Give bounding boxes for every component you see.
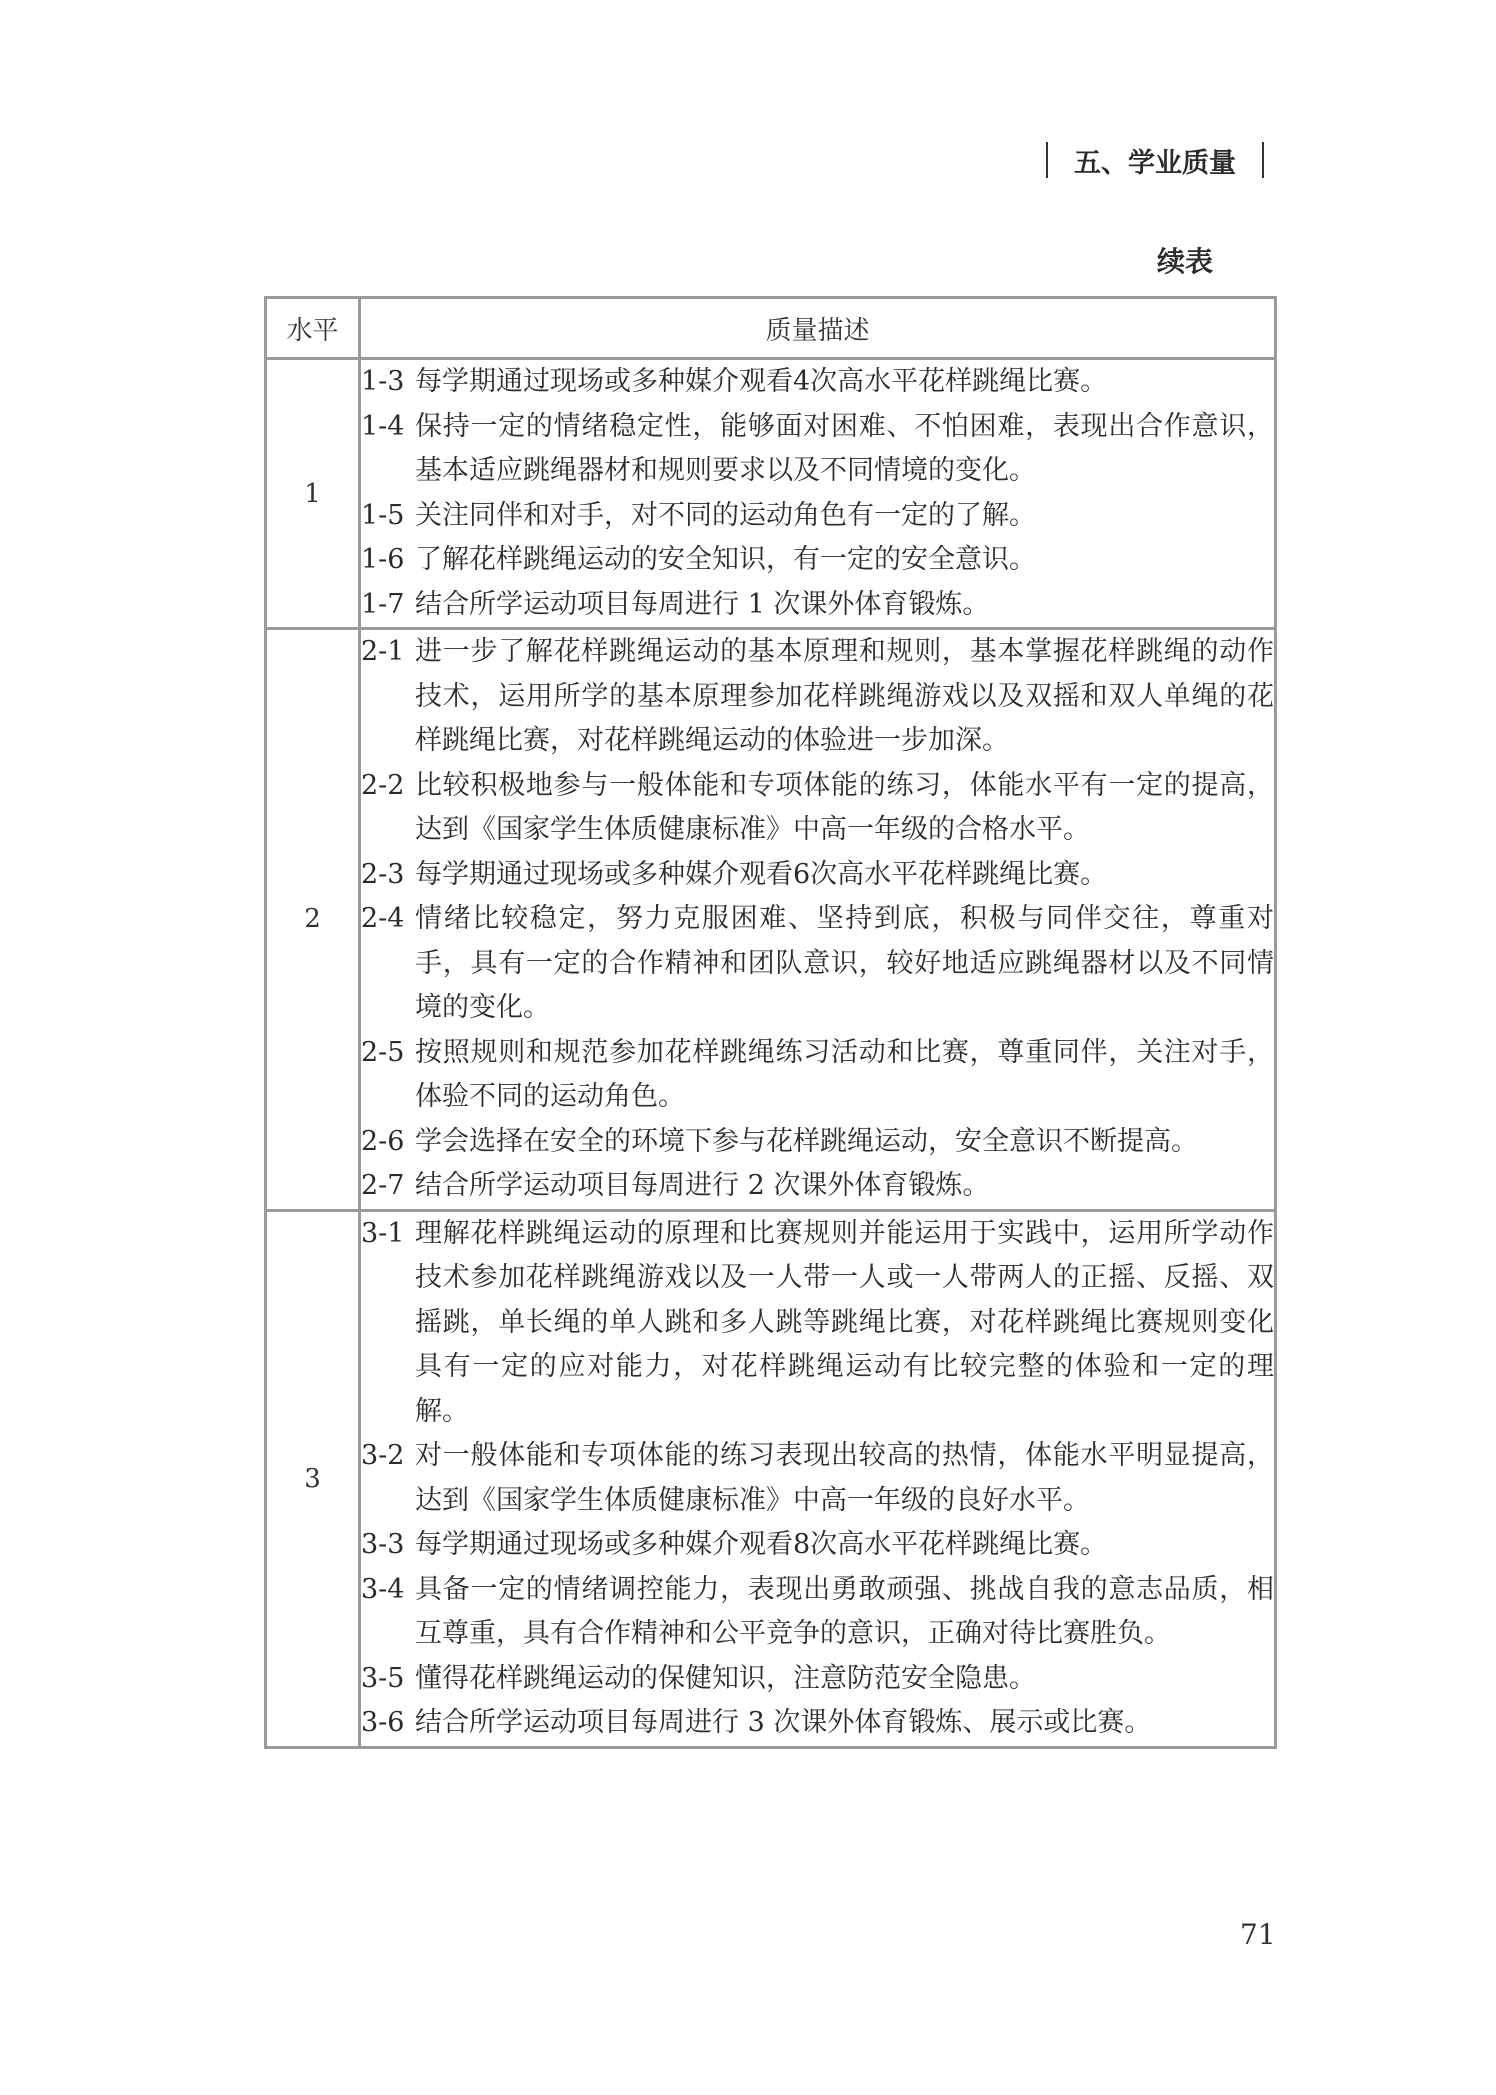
header-level: 水平: [266, 298, 360, 359]
description-item: [361, 494, 1274, 539]
running-header: [1046, 140, 1264, 180]
description-cell: [360, 1210, 1276, 1747]
continued-label: 续表: [1156, 245, 1213, 278]
item-code: 2-7: [361, 1170, 405, 1201]
description-item: [361, 1657, 1274, 1702]
item-code: 2-4: [361, 903, 405, 934]
item-text: 结合所学运动项目每周进行 3 次课外体育锻炼、展示或比赛。: [415, 1707, 1152, 1738]
item-code: 1-5: [361, 499, 405, 531]
item-code: 3-2: [361, 1440, 405, 1471]
item-text: 按照规则和规范参加花样跳绳练习活动和比赛，尊重同伴，关注对手，体验不同的运动角色。: [415, 1036, 1274, 1112]
item-text: 理解花样跳绳运动的原理和比赛规则并能运用于实践中，运用所学动作技术参加花样跳绳游戏以及一人带一人或一人带两人的正摇、反摇、双摇跳，单长绳的单人跳和多人跳等跳绳比赛，对花样跳绳比赛规则变化具有一定的应对能力，对花样跳绳运动有比较完整的体验和一定的理解。: [415, 1217, 1274, 1427]
description-item: [361, 764, 1274, 853]
item-text: 学会选择在安全的环境下参与花样跳绳运动，安全意识不断提高。: [415, 1125, 1198, 1157]
level-cell: 1: [266, 359, 360, 629]
description-item: [361, 897, 1274, 1031]
item-text: 比较积极地参与一般体能和专项体能的练习，体能水平有一定的提高，达到《国家学生体质健康标准》中高一年级的合格水平。: [415, 769, 1274, 845]
item-code: 3-3: [361, 1529, 405, 1560]
description-item: [361, 1212, 1274, 1435]
level-cell: 2: [266, 629, 360, 1211]
table-row: [266, 359, 1276, 629]
item-text: 进一步了解花样跳绳运动的基本原理和规则，基本掌握花样跳绳的动作技术，运用所学的基本原理参加花样跳绳游戏以及双摇和双人单绳的花样跳绳比赛，对花样跳绳运动的体验进一步加深。: [415, 636, 1274, 756]
description-cell: [360, 359, 1276, 629]
item-text: 懂得花样跳绳运动的保健知识，注意防范安全隐患。: [415, 1662, 1036, 1694]
item-text: 每学期通过现场或多种媒介观看6次高水平花样跳绳比赛。: [415, 858, 1108, 890]
page-number: 71: [1240, 1918, 1276, 1951]
item-code: 3-6: [361, 1707, 405, 1738]
description-item: [361, 1701, 1274, 1746]
item-text: 结合所学运动项目每周进行 2 次课外体育锻炼。: [415, 1170, 990, 1201]
description-item: [361, 853, 1274, 898]
item-code: 2-3: [361, 858, 405, 890]
table-header-row: [266, 298, 1276, 359]
description-item: [361, 1568, 1274, 1657]
item-code: 2-1: [361, 636, 405, 667]
item-code: 1-4: [361, 410, 405, 442]
description-item: [361, 1120, 1274, 1165]
description-item: [361, 360, 1274, 405]
header-description: 质量描述: [360, 298, 1276, 359]
table-body: [266, 359, 1276, 1748]
quality-table: [264, 296, 1277, 1749]
item-code: 2-5: [361, 1036, 405, 1068]
section-title: 五、学业质量: [1074, 147, 1236, 179]
item-text: 情绪比较稳定，努力克服困难、坚持到底，积极与同伴交往，尊重对手，具有一定的合作精神和团队意识，较好地适应跳绳器材以及不同情境的变化。: [415, 903, 1274, 1023]
description-item: [361, 630, 1274, 764]
description-item: [361, 1434, 1274, 1523]
item-code: 3-4: [361, 1573, 405, 1605]
item-code: 2-2: [361, 769, 405, 801]
item-text: 每学期通过现场或多种媒介观看4次高水平花样跳绳比赛。: [415, 366, 1108, 397]
item-code: 3-1: [361, 1217, 405, 1249]
description-item: [361, 1031, 1274, 1120]
description-item: [361, 538, 1274, 583]
description-item: [361, 405, 1274, 494]
level-cell: 3: [266, 1210, 360, 1747]
item-code: 1-7: [361, 588, 405, 620]
item-code: 3-5: [361, 1662, 405, 1694]
description-cell: [360, 629, 1276, 1211]
item-text: 对一般体能和专项体能的练习表现出较高的热情，体能水平明显提高，达到《国家学生体质健康标准》中高一年级的良好水平。: [415, 1440, 1274, 1516]
item-text: 关注同伴和对手，对不同的运动角色有一定的了解。: [415, 499, 1036, 531]
item-text: 每学期通过现场或多种媒介观看8次高水平花样跳绳比赛。: [415, 1529, 1108, 1560]
description-item: [361, 1523, 1274, 1568]
item-code: 2-6: [361, 1125, 405, 1157]
item-code: 1-6: [361, 544, 405, 575]
description-item: [361, 583, 1274, 628]
item-text: 了解花样跳绳运动的安全知识，有一定的安全意识。: [415, 544, 1036, 575]
item-text: 具备一定的情绪调控能力，表现出勇敢顽强、挑战自我的意志品质，相互尊重，具有合作精神和公平竞争的意识，正确对待比赛胜负。: [415, 1573, 1274, 1649]
item-text: 结合所学运动项目每周进行 1 次课外体育锻炼。: [415, 588, 990, 620]
table-row: [266, 1210, 1276, 1747]
header-left-rule: [1046, 142, 1048, 178]
item-text: 保持一定的情绪稳定性，能够面对困难、不怕困难，表现出合作意识，基本适应跳绳器材和规则要求以及不同情境的变化。: [415, 410, 1274, 486]
header-right-rule: [1262, 142, 1264, 178]
table-row: [266, 629, 1276, 1211]
item-code: 1-3: [361, 366, 405, 397]
description-item: [361, 1164, 1274, 1209]
